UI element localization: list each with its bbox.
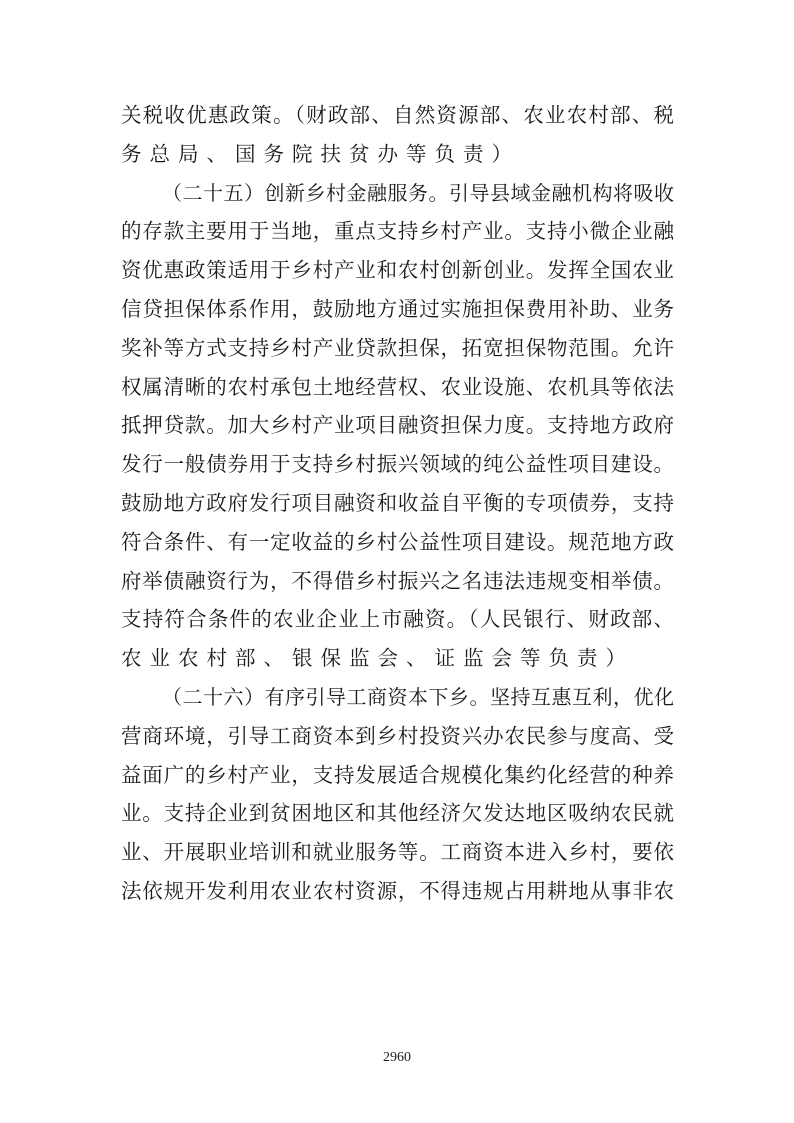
text-line-content: （二十六）有序引导工商资本下乡。坚持互惠互利，优化 <box>162 685 675 709</box>
text-line <box>0 95 794 135</box>
text-line <box>0 134 794 174</box>
page-number: 2960 <box>383 1050 411 1065</box>
text-line <box>0 793 794 833</box>
text-line <box>0 561 794 601</box>
text-line <box>0 871 794 911</box>
text-line <box>0 250 794 290</box>
text-line-content: 发行一般债券用于支持乡村振兴领域的纯公益性项目建设。 <box>121 452 675 477</box>
text-line <box>0 677 794 717</box>
text-line-content: 支持符合条件的农业企业上市融资。（人民银行、财政部、 <box>121 607 676 632</box>
text-line <box>0 599 794 639</box>
text-line <box>0 755 794 795</box>
text-line-content: 的存款主要用于当地，重点支持乡村产业。支持小微企业融 <box>121 219 675 244</box>
text-line-content: 奖补等方式支持乡村产业贷款担保，拓宽担保物范围。允许 <box>121 335 675 360</box>
text-line-content: 益面广的乡村产业，支持发展适合规模化集约化经营的种养 <box>121 762 675 787</box>
text-line-content: 务总局、国务院扶贫办等负责） <box>121 141 520 166</box>
text-line <box>0 522 794 562</box>
text-line <box>0 832 794 872</box>
text-line <box>0 211 794 251</box>
text-line <box>0 367 794 407</box>
text-line-content: 府举债融资行为，不得借乡村振兴之名违法违规变相举债。 <box>121 568 675 593</box>
text-line <box>0 405 794 445</box>
text-line <box>0 173 794 213</box>
text-line <box>0 444 794 484</box>
text-line-content: 符合条件、有一定收益的乡村公益性项目建设。规范地方政 <box>121 529 675 554</box>
text-line-content: 鼓励地方政府发行项目融资和收益自平衡的专项债券，支持 <box>121 491 675 515</box>
text-line-content: 资优惠政策适用于乡村产业和农村创新创业。发挥全国农业 <box>121 258 675 283</box>
text-line <box>0 638 794 678</box>
text-line <box>0 483 794 523</box>
text-line-content: 业、开展职业培训和就业服务等。工商资本进入乡村，要依 <box>121 840 675 865</box>
text-line <box>0 289 794 329</box>
text-line <box>0 716 794 756</box>
text-line-content: 权属清晰的农村承包土地经营权、农业设施、农机具等依法 <box>121 374 675 399</box>
text-line-content: （二十五）创新乡村金融服务。引导县域金融机构将吸收 <box>162 180 675 205</box>
text-line-content: 业。支持企业到贫困地区和其他经济欠发达地区吸纳农民就 <box>121 801 675 826</box>
text-line-content: 农业农村部、银保监会、证监会等负责） <box>121 646 634 671</box>
text-line-content: 信贷担保体系作用，鼓励地方通过实施担保费用补助、业务 <box>121 297 675 321</box>
text-line-content: 抵押贷款。加大乡村产业项目融资担保力度。支持地方政府 <box>121 413 675 438</box>
text-line-content: 营商环境，引导工商资本到乡村投资兴办农民参与度高、受 <box>121 723 675 748</box>
text-line <box>0 328 794 368</box>
text-line-content: 关税收优惠政策。（财政部、自然资源部、农业农村部、税 <box>121 103 676 127</box>
text-line-content: 法依规开发利用农业农村资源，不得违规占用耕地从事非农 <box>121 879 675 903</box>
